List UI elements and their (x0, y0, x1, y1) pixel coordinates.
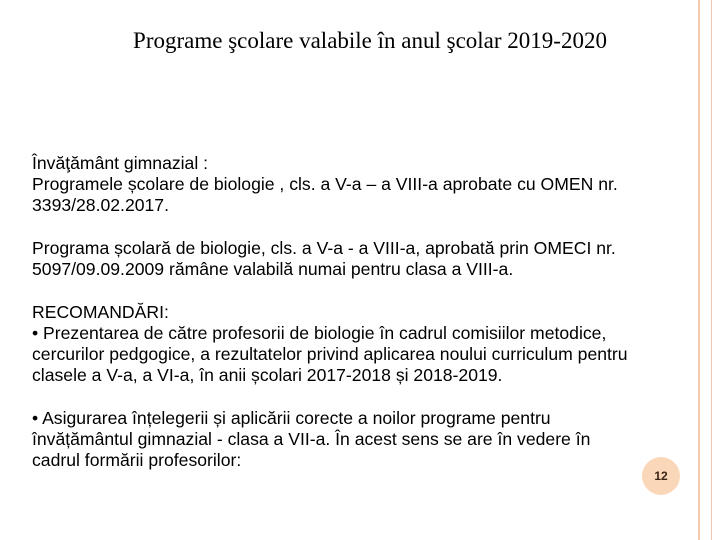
text-line: RECOMANDĂRI: (32, 302, 169, 322)
text-line: Învăţământ gimnazial : (32, 153, 209, 173)
text-line: • Prezentarea de către profesorii de biologie în cadrul comisiilor metodice, (32, 323, 607, 343)
paragraph-asigurarea (32, 408, 712, 471)
text-line: cercurilor pedgogice, a rezultatelor privind aplicarea noului curriculum pentru (32, 344, 628, 364)
text-line: învățământul gimnazial - clasa a VII-a. În acest sens se are în vedere în (32, 429, 591, 449)
slide-title: Programe şcolare valabile în anul şcolar 2019-2020 (133, 28, 607, 53)
page-number-badge: 12 (642, 457, 680, 495)
paragraph-gimnazial (32, 153, 712, 216)
slide-body (32, 153, 712, 493)
paragraph-programa (32, 238, 712, 280)
text-line: 5097/09.09.2009 rămâne valabilă numai pentru clasa a VIII-a. (32, 259, 514, 279)
text-line: cadrul formării profesorilor: (32, 450, 242, 470)
text-line: • Asigurarea înțelegerii și aplicării corecte a noilor programe pentru (32, 408, 551, 428)
text-line: 3393/28.02.2017. (32, 195, 169, 215)
text-line: clasele a V-a, a VI-a, în anii școlari 2017-2018 și 2018-2019. (32, 365, 503, 385)
text-line: Programele școlare de biologie , cls. a V-a – a VIII-a aprobate cu OMEN nr. (32, 174, 618, 194)
paragraph-recomandari (32, 302, 712, 386)
text-line: Programa școlară de biologie, cls. a V-a - a VIII-a, aprobată prin OMECI nr. (32, 238, 616, 258)
